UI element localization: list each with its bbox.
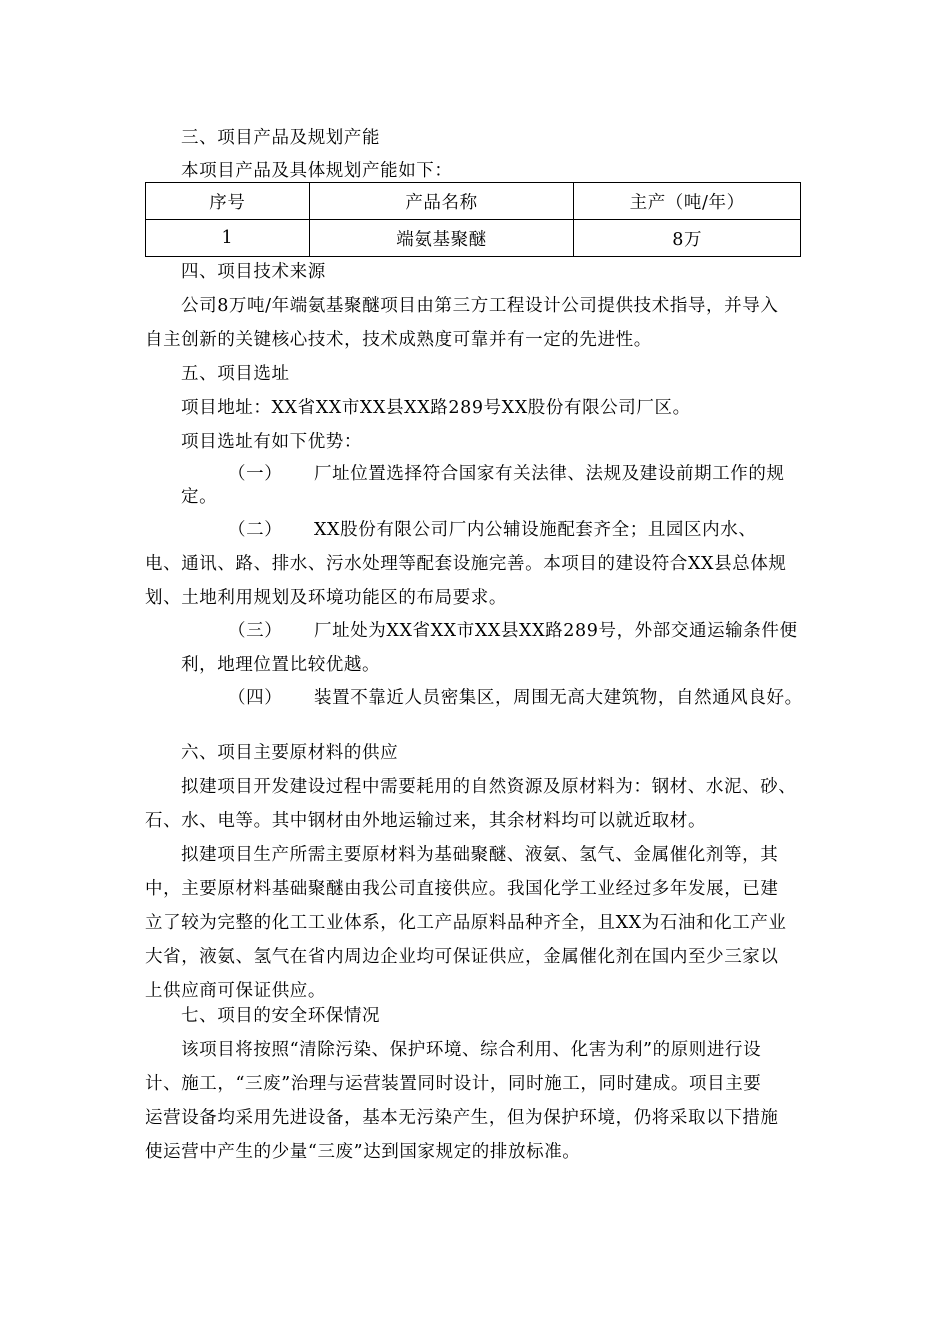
list-item-label: （一）	[228, 464, 283, 484]
list-item-continuation: 电、通讯、路、排水、污水处理等配套设施完善。本项目的建设符合XX县总体规	[145, 554, 787, 574]
product-capacity-table	[145, 182, 801, 257]
list-item-label: （三）	[228, 621, 283, 641]
section-heading: 三、项目产品及规划产能	[181, 128, 381, 148]
table-row	[146, 220, 801, 257]
list-item-continuation: 划、土地利用规划及环境功能区的布局要求。	[145, 588, 507, 608]
list-item-text: XX股份有限公司厂内公辅设施配套齐全；且园区内水、	[314, 520, 757, 540]
list-item-continuation: 利，地理位置比较优越。	[181, 655, 381, 675]
paragraph-line: 石、水、电等。其中钢材由外地运输过来，其余材料均可以就近取材。	[145, 811, 707, 831]
paragraph-line: 项目选址有如下优势：	[181, 432, 362, 452]
paragraph-line: 大省，液氨、氢气在省内周边企业均可保证供应，金属催化剂在国内至少三家以	[145, 947, 779, 967]
list-item-text: 装置不靠近人员密集区，周围无高大建筑物，自然通风良好。	[314, 688, 803, 708]
table-cell: 8万	[574, 220, 801, 257]
table-header-row	[146, 183, 801, 220]
section-heading: 四、项目技术来源	[181, 262, 326, 282]
list-item-continuation: 定。	[181, 487, 218, 507]
table-header-cell: 序号	[146, 183, 310, 220]
paragraph-line: 使运营中产生的少量“三废”达到国家规定的排放标准。	[145, 1142, 581, 1162]
list-item	[228, 620, 798, 642]
paragraph-line: 计、施工，“三废”治理与运营装置同时设计，同时施工，同时建成。项目主要	[145, 1074, 762, 1094]
section-heading: 七、项目的安全环保情况	[181, 1006, 381, 1026]
list-item-text: 厂址位置选择符合国家有关法律、法规及建设前期工作的规	[314, 464, 785, 484]
table-cell: 1	[146, 220, 310, 257]
paragraph-line: 运营设备均采用先进设备，基本无污染产生，但为保护环境，仍将采取以下措施	[145, 1108, 779, 1128]
table-header-cell: 产品名称	[309, 183, 574, 220]
paragraph-line: 自主创新的关键核心技术，技术成熟度可靠并有一定的先进性。	[145, 330, 652, 350]
list-item	[228, 687, 803, 709]
paragraph-line: 中，主要原材料基础聚醚由我公司直接供应。我国化学工业经过多年发展，已建	[145, 879, 779, 899]
section-heading: 五、项目选址	[181, 364, 290, 384]
list-item	[228, 519, 756, 541]
table-header-cell: 主产（吨/年）	[574, 183, 801, 220]
paragraph-line: 拟建项目生产所需主要原材料为基础聚醚、液氨、氢气、金属催化剂等，其	[181, 845, 779, 865]
list-item-label: （二）	[228, 520, 283, 540]
paragraph-line: 项目地址：XX省XX市XX县XX路289号XX股份有限公司厂区。	[181, 398, 691, 418]
paragraph-line: 该项目将按照“清除污染、保护环境、综合利用、化害为利”的原则进行设	[181, 1040, 762, 1060]
table-cell: 端氨基聚醚	[309, 220, 574, 257]
list-item-label: （四）	[228, 688, 283, 708]
paragraph-line: 公司8万吨/年端氨基聚醚项目由第三方工程设计公司提供技术指导，并导入	[181, 296, 779, 316]
paragraph-line: 立了较为完整的化工工业体系，化工产品原料品种齐全，且XX为石油和化工产业	[145, 913, 787, 933]
list-item	[228, 463, 785, 485]
paragraph-line: 拟建项目开发建设过程中需要耗用的自然资源及原材料为：钢材、水泥、砂、	[181, 777, 797, 797]
paragraph-line: 本项目产品及具体规划产能如下：	[181, 161, 453, 181]
section-heading: 六、项目主要原材料的供应	[181, 743, 399, 763]
paragraph-line: 上供应商可保证供应。	[145, 981, 326, 1001]
list-item-text: 厂址处为XX省XX市XX县XX路289号，外部交通运输条件便	[314, 621, 798, 641]
